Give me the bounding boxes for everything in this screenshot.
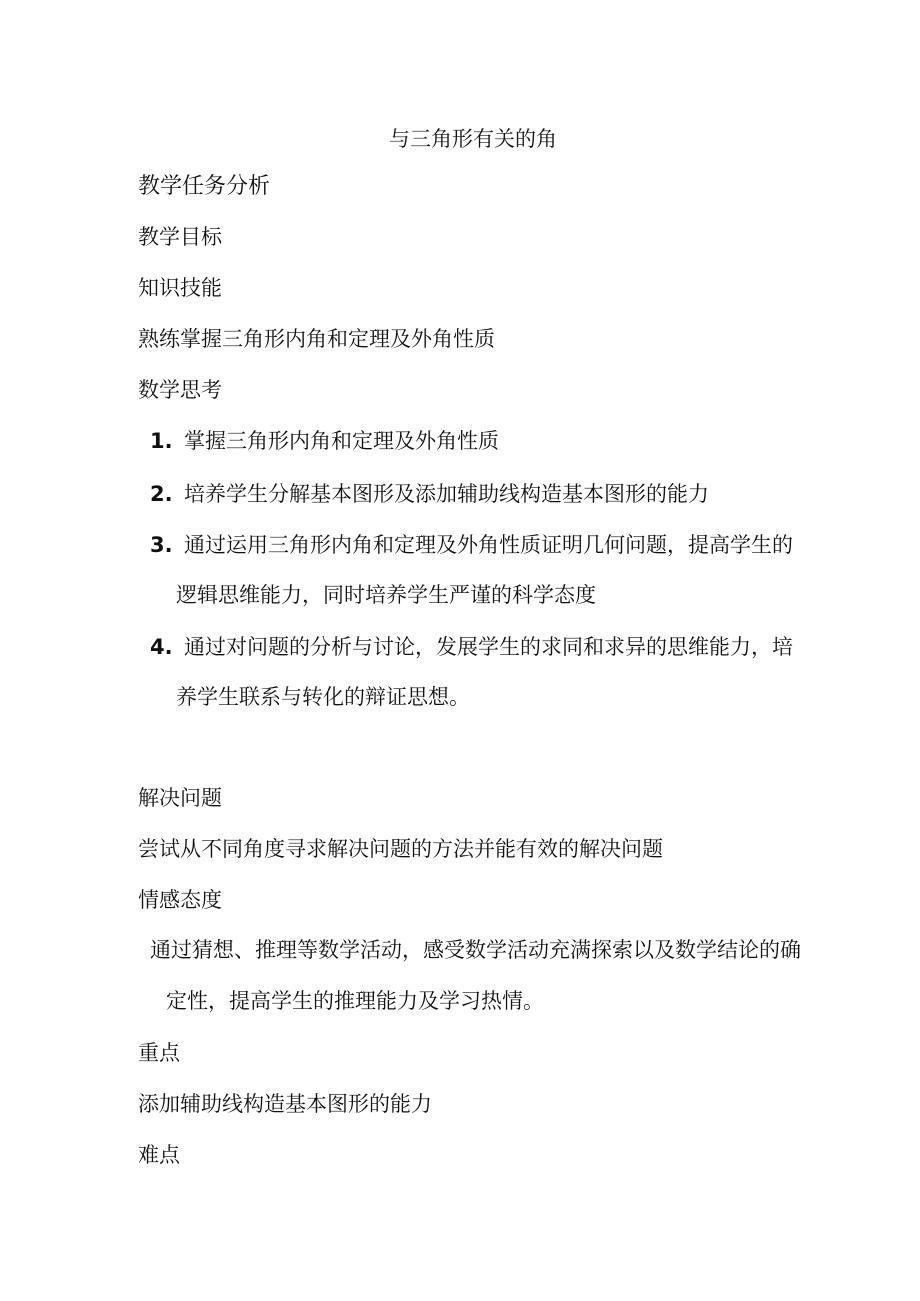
- list-item: [150, 530, 793, 560]
- list-item-text: 通过对问题的分析与讨论，发展学生的求同和求异的思维能力，培: [184, 635, 793, 659]
- heading-math-thinking: 数学思考: [138, 378, 222, 402]
- heading-attitude: 情感态度: [138, 888, 222, 912]
- list-item: [150, 632, 793, 662]
- list-item-text: 培养学生分解基本图形及添加辅助线构造基本图形的能力: [184, 482, 709, 506]
- key-point-text: 添加辅助线构造基本图形的能力: [138, 1092, 432, 1116]
- heading-problem-solving: 解决问题: [138, 786, 222, 810]
- heading-task-analysis: 教学任务分析: [138, 174, 271, 199]
- heading-goals: 教学目标: [138, 225, 222, 249]
- attitude-text-line-1: 通过猜想、推理等数学活动，感受数学活动充满探索以及数学结论的确: [150, 938, 801, 962]
- list-item-number: 3.: [150, 533, 173, 557]
- list-item: [150, 426, 499, 456]
- heading-difficulty: 难点: [138, 1143, 180, 1167]
- list-item-number: 2.: [150, 482, 173, 506]
- list-item-number: 1.: [150, 429, 173, 453]
- list-item-continuation: 逻辑思维能力，同时培养学生严谨的科学态度: [176, 583, 596, 607]
- heading-key-point: 重点: [138, 1041, 180, 1065]
- list-item: [150, 479, 709, 509]
- list-item-number: 4.: [150, 635, 173, 659]
- problem-solving-text: 尝试从不同角度寻求解决问题的方法并能有效的解决问题: [138, 837, 663, 861]
- heading-knowledge: 知识技能: [138, 276, 222, 300]
- document-title: 与三角形有关的角: [389, 127, 557, 151]
- attitude-text-line-2: 定性，提高学生的推理能力及学习热情。: [166, 989, 544, 1013]
- list-item-continuation: 养学生联系与转化的辩证思想。: [176, 685, 470, 709]
- list-item-text: 通过运用三角形内角和定理及外角性质证明几何问题，提高学生的: [184, 533, 793, 557]
- knowledge-text: 熟练掌握三角形内角和定理及外角性质: [138, 327, 495, 351]
- list-item-text: 掌握三角形内角和定理及外角性质: [184, 429, 499, 453]
